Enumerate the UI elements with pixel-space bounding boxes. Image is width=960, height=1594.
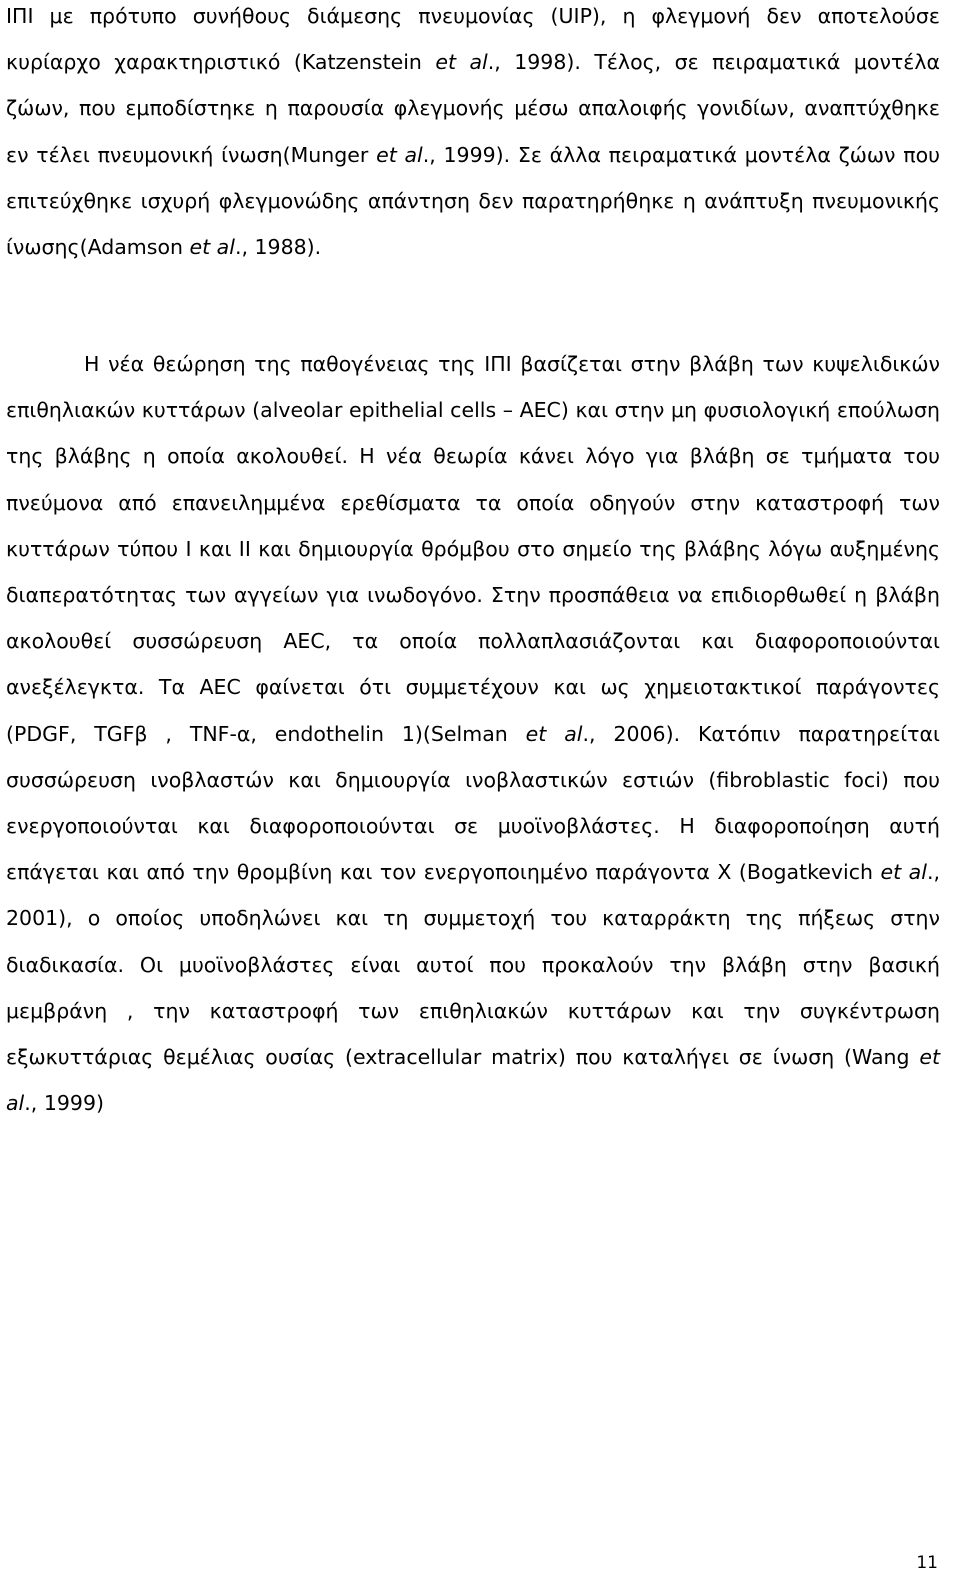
page-number: 11: [916, 1553, 938, 1573]
text-run: ., 2006). Κατόπιν παρατηρείται συσσώρευση ινοβλαστών και δημιουργία ινοβλαστικών εστιών (fibroblastic foci) που ενεργοποιούνται και διαφοροποιούνται σε μυοϊνοβλάστες. Η διαφοροποίηση αυτή επάγεται και από την θρομβίνη και τον ενεργοποιημένο παράγοντα Χ (Bogatkevich: [6, 721, 940, 885]
citation-et-al: et al: [189, 235, 235, 260]
citation-et-al: et al: [880, 860, 927, 885]
text-run: ., 1999): [24, 1091, 104, 1116]
text-run: Η νέα θεώρηση της παθογένειας της ΙΠΙ βασίζεται στην βλάβη των κυψελιδικών επιθηλιακών κυττάρων (alveolar epithelial cells – AEC) και στην μη φυσιολογική επούλωση της βλάβης η οποία ακολουθεί. Η νέα θεωρία κάνει λόγο για βλάβη σε τμήματα του πνεύμονα από επανειλημμένα ερεθίσματα τα οποία οδηγούν στην καταστροφή των κυττάρων τύπου Ι και ΙΙ και δημιουργία θρόμβου στο σημείο της βλάβης λόγω αυξημένης διαπερατότητας των αγγείων για ινωδογόνο. Στην προσπάθεια να επιδιορθωθεί η βλάβη ακολουθεί συσσώρευση AEC, τα οποία πολλαπλασιάζονται και διαφοροποιούνται ανεξέλεγκτα. Τα AEC φαίνεται ότι συμμετέχουν και ως χημειοτακτικοί παράγοντες (PDGF, TGFβ , TNF-α, endothelin 1)(Selman: [6, 352, 940, 746]
citation-et-al: et al: [376, 142, 423, 167]
text-run: ., 2001), ο οποίος υποδηλώνει και τη συμμετοχή του καταρράκτη της πήξεως στην διαδικασία. Οι μυοϊνοβλάστες είναι αυτοί που προκαλούν την βλάβη στην βασική μεμβράνη , την καταστροφή των επιθηλιακών κυττάρων και την συγκέντρωση εξωκυττάριας θεμέλιας ουσίας (extracellular matrix) που καταλήγει σε ίνωση (Wang: [6, 860, 940, 1070]
citation-et-al: et al: [525, 721, 583, 746]
text-run: ΙΠΙ με πρότυπο συνήθους διάμεσης πνευμονίας (UIP), η φλεγμονή δεν αποτελούσε κυρίαρχο χαρακτηριστικό (Katzenstein: [6, 4, 940, 75]
text-run: ., 1998). Τέλος, σε πειραματικά μοντέλα ζώων, που εμποδίστηκε η παρουσία φλεγμονής μέσω απαλοιφής γονιδίων, αναπτύχθηκε εν τέλει πνευμονική ίνωση(Munger: [6, 50, 940, 167]
paragraph-2: [6, 341, 940, 1126]
text-run: ., 1999). Σε άλλα πειραματικά μοντέλα ζώων που επιτεύχθηκε ισχυρή φλεγμονώδης απάντηση δεν παρατηρήθηκε η ανάπτυξη πνευμονικής ίνωσης(Adamson: [6, 142, 940, 260]
paragraph-1: [6, 0, 940, 270]
text-run: ., 1988).: [234, 235, 322, 260]
citation-et-al: et al: [6, 1045, 940, 1116]
citation-et-al: et al: [435, 50, 488, 75]
